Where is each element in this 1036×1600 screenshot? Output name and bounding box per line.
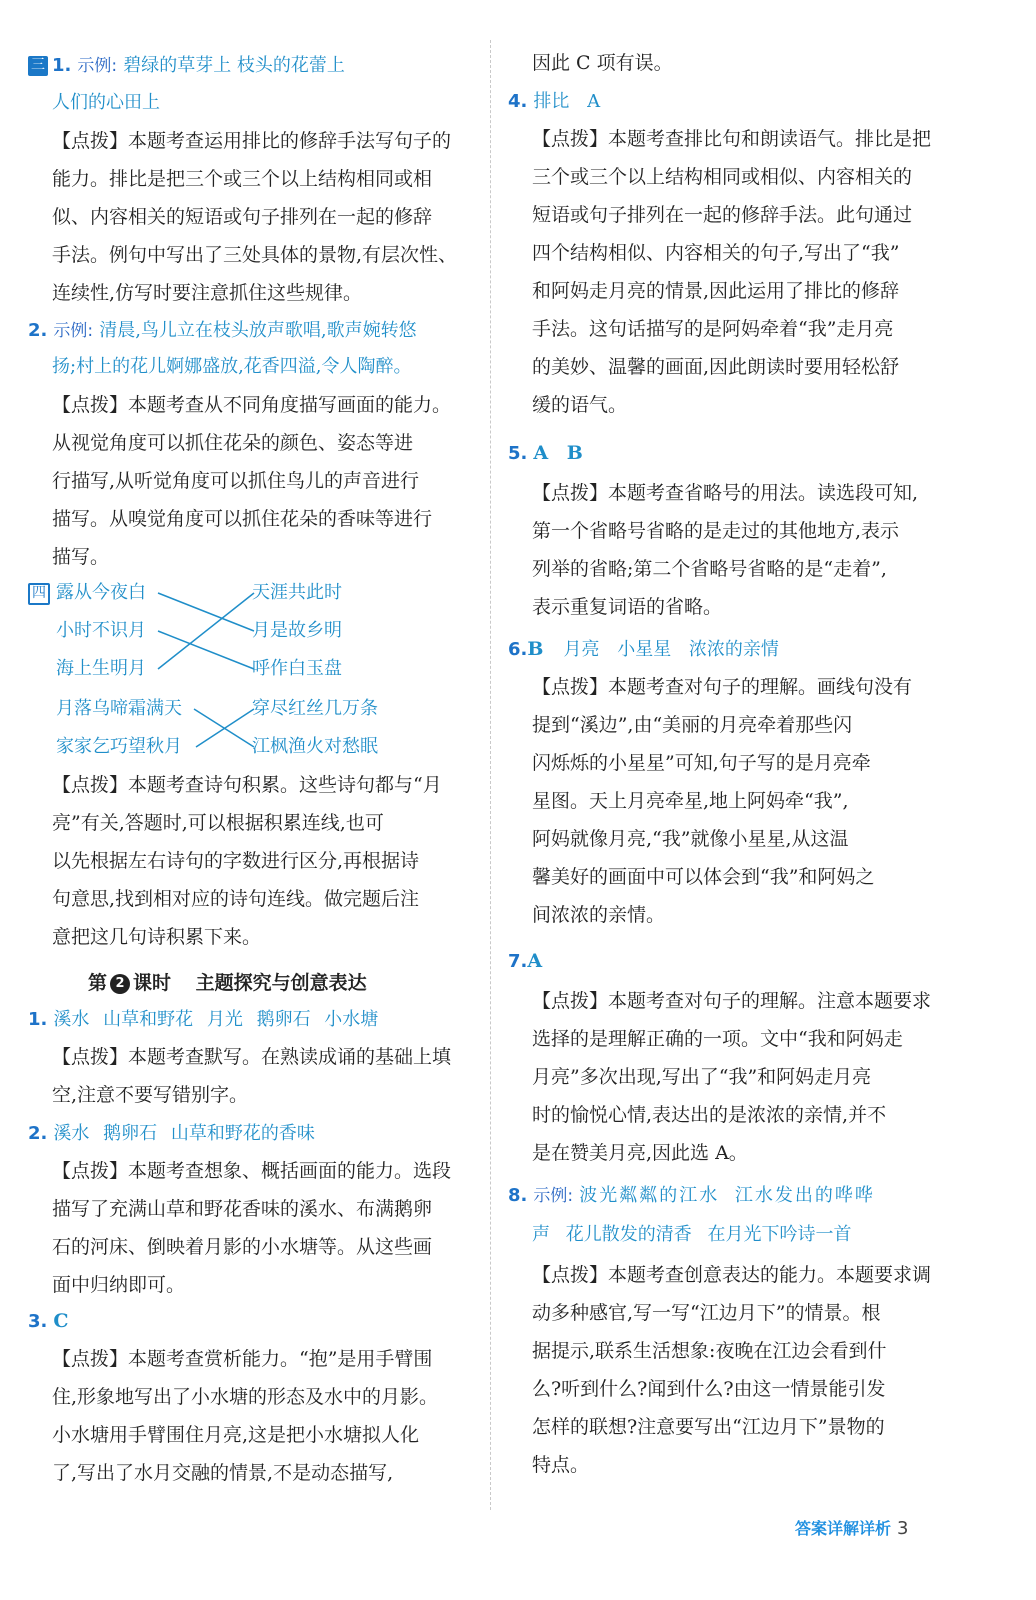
q2-tip-line: 描写。 <box>52 546 110 568</box>
q1-tip-line: 能力。排比是把三个或三个以上结构相同或相 <box>52 168 433 190</box>
continued-line: 因此 C 项有误。 <box>532 52 673 74</box>
r6-answer-line: 6.B 月亮 小星星 浓浓的亲情 <box>508 638 779 660</box>
l3-tip-line: 了,写出了水月交融的情景,不是动态描写, <box>52 1462 394 1484</box>
r5-answer-line: 5. A B <box>508 442 583 464</box>
q2-answer-line: 2. 示例: 清晨,鸟儿立在枝头放声歌唱,歌声婉转悠 <box>28 320 417 341</box>
match-line <box>158 593 254 669</box>
q1-tip-line: 手法。例句中写出了三处具体的景物,有层次性、 <box>52 244 458 266</box>
r8-answer-continued: 声 花儿散发的清香 在月光下吟诗一首 <box>532 1224 852 1245</box>
r7-tip-line: 【点拨】本题考查对句子的理解。注意本题要求 <box>532 990 932 1012</box>
r8-tip-line: 动多种感官,写一写“江边月下”的情景。根 <box>532 1302 881 1324</box>
r6-tip-line: 馨美好的画面中可以体会到“我”和阿妈之 <box>532 866 875 888</box>
r8-tip-line: 怎样的联想?注意要写出“江边月下”景物的 <box>532 1416 885 1438</box>
r4-tip-line: 手法。这句话描写的是阿妈牵着“我”走月亮 <box>532 318 894 340</box>
l2-tip-line: 描写了充满山草和野花香味的溪水、布满鹅卵 <box>52 1198 433 1220</box>
l3-tip-line: 住,形象地写出了小水塘的形态及水中的月影。 <box>52 1386 439 1408</box>
poem-left-4: 月落乌啼霜满天 <box>56 698 182 719</box>
l1-tip-line: 空,注意不要写错别字。 <box>52 1084 249 1106</box>
q2-tip-line: 【点拨】本题考查从不同角度描写画面的能力。 <box>52 394 452 416</box>
l3-answer-line: 3. C <box>28 1310 69 1332</box>
match-line <box>158 631 254 669</box>
r5-tip-line: 【点拨】本题考查省略号的用法。读选段可知, <box>532 482 919 504</box>
matching-lines <box>28 570 478 770</box>
q4-tip-line: 亮”有关,答题时,可以根据积累连线,也可 <box>52 812 384 834</box>
lesson-number-circle: 2 <box>110 974 130 994</box>
q1-answer-line: 三 1. 示例: 碧绿的草芽上 枝头的花蕾上 <box>28 52 345 79</box>
page-number: 3 <box>897 1518 909 1539</box>
q2-tip-line: 描写。从嗅觉角度可以抓住花朵的香味等进行 <box>52 508 433 530</box>
poem-right-3: 呼作白玉盘 <box>252 658 342 679</box>
poem-left-5: 家家乞巧望秋月 <box>56 736 182 757</box>
q2-tip-line: 行描写,从听觉角度可以抓住鸟儿的声音进行 <box>52 470 420 492</box>
r6-tip-line: 【点拨】本题考查对句子的理解。画线句没有 <box>532 676 913 698</box>
poem-left-1: 露从今夜白 <box>56 582 146 603</box>
r6-tip-line: 星图。天上月亮牵星,地上阿妈牵“我”, <box>532 790 849 812</box>
r7-tip-line: 时的愉悦心情,表达出的是浓浓的亲情,并不 <box>532 1104 887 1126</box>
r7-answer-line: 7.A <box>508 950 543 972</box>
poem-left-2: 小时不识月 <box>56 620 146 641</box>
r5-tip-line: 列举的省略;第二个省略号省略的是“走着”, <box>532 558 887 580</box>
page-footer <box>795 1516 908 1539</box>
r4-tip-line: 四个结构相似、内容相关的句子,写出了“我” <box>532 242 900 264</box>
poem-right-5: 江枫渔火对愁眠 <box>252 736 378 757</box>
q1-tip-line: 【点拨】本题考查运用排比的修辞手法写句子的 <box>52 130 452 152</box>
q2-answer-continued: 扬;村上的花儿婀娜盛放,花香四溢,令人陶醉。 <box>52 356 412 377</box>
r8-answer-line: 8. 示例: 波光粼粼的江水 江水发出的哗哗 <box>508 1185 875 1206</box>
lesson-title: 主题探究与创意表达 <box>195 972 367 994</box>
poem-right-4: 穿尽红丝几万条 <box>252 698 378 719</box>
section-badge-four: 四 <box>28 583 50 605</box>
q4-tip-line: 句意思,找到相对应的诗句连线。做完题后注 <box>52 888 420 910</box>
r4-tip-line: 三个或三个以上结构相同或相似、内容相关的 <box>532 166 913 188</box>
r6-tip-line: 阿妈就像月亮,“我”就像小星星,从这温 <box>532 828 849 850</box>
l3-tip-line: 小水塘用手臂围住月亮,这是把小水塘拟人化 <box>52 1424 420 1446</box>
r8-tip-line: 特点。 <box>532 1454 590 1476</box>
r8-tip-line: 么?听到什么?闻到什么?由这一情景能引发 <box>532 1378 886 1400</box>
section-badge-three: 三 <box>28 56 48 76</box>
l3-tip-line: 【点拨】本题考查赏析能力。“抱”是用手臂围 <box>52 1348 433 1370</box>
poem-right-1: 天涯共此时 <box>252 582 342 603</box>
r7-tip-line: 选择的是理解正确的一项。文中“我和阿妈走 <box>532 1028 903 1050</box>
l1-tip-line: 【点拨】本题考查默写。在熟读成诵的基础上填 <box>52 1046 452 1068</box>
r4-answer-line: 4. 排比 A <box>508 91 601 112</box>
q4-tip-line: 以先根据左右诗句的字数进行区分,再根据诗 <box>52 850 420 872</box>
r6-tip-line: 闪烁烁的小星星”可知,句子写的是月亮牵 <box>532 752 871 774</box>
l2-tip-line: 【点拨】本题考查想象、概括画面的能力。选段 <box>52 1160 452 1182</box>
r5-tip-line: 第一个省略号省略的是走过的其他地方,表示 <box>532 520 900 542</box>
poem-left-3: 海上生明月 <box>56 658 146 679</box>
r4-tip-line: 的美妙、温馨的画面,因此朗读时要用轻松舒 <box>532 356 900 378</box>
r4-tip-line: 缓的语气。 <box>532 394 628 416</box>
r7-tip-line: 月亮”多次出现,写出了“我”和阿妈走月亮 <box>532 1066 872 1088</box>
q4-tip-line: 【点拨】本题考查诗句积累。这些诗句都与“月 <box>52 774 442 796</box>
r4-tip-line: 和阿妈走月亮的情景,因此运用了排比的修辞 <box>532 280 900 302</box>
q1-answer-continued: 人们的心田上 <box>52 92 160 113</box>
footer-label: 答案详解详析 <box>795 1519 892 1538</box>
r8-tip-line: 据提示,联系生活想象:夜晚在江边会看到什 <box>532 1340 887 1362</box>
q1-tip-line: 似、内容相关的短语或句子排列在一起的修辞 <box>52 206 433 228</box>
column-divider <box>490 40 491 1510</box>
match-line <box>158 593 254 631</box>
r5-tip-line: 表示重复词语的省略。 <box>532 596 723 618</box>
r4-tip-line: 【点拨】本题考查排比句和朗读语气。排比是把 <box>532 128 932 150</box>
r7-tip-line: 是在赞美月亮,因此选 A。 <box>532 1142 748 1164</box>
l2-answer-line: 2. 溪水 鹅卵石 山草和野花的香味 <box>28 1123 315 1144</box>
q4-tip-line: 意把这几句诗积累下来。 <box>52 926 262 948</box>
l2-tip-line: 面中归纳即可。 <box>52 1274 186 1296</box>
r6-tip-line: 间浓浓的亲情。 <box>532 904 666 926</box>
poem-right-2: 月是故乡明 <box>252 620 342 641</box>
q2-tip-line: 从视觉角度可以抓住花朵的颜色、姿态等进 <box>52 432 414 454</box>
r4-tip-line: 短语或句子排列在一起的修辞手法。此句通过 <box>532 204 913 226</box>
r6-tip-line: 提到“溪边”,由“美丽的月亮牵着那些闪 <box>532 714 853 736</box>
l2-tip-line: 石的河床、倒映着月影的小水塘等。从这些画 <box>52 1236 433 1258</box>
l1-answer-line: 1. 溪水 山草和野花 月光 鹅卵石 小水塘 <box>28 1009 379 1030</box>
r8-tip-line: 【点拨】本题考查创意表达的能力。本题要求调 <box>532 1264 932 1286</box>
q1-tip-line: 连续性,仿写时要注意抓住这些规律。 <box>52 282 363 304</box>
lesson-heading: 第 2 课时 主题探究与创意表达 <box>88 972 367 994</box>
